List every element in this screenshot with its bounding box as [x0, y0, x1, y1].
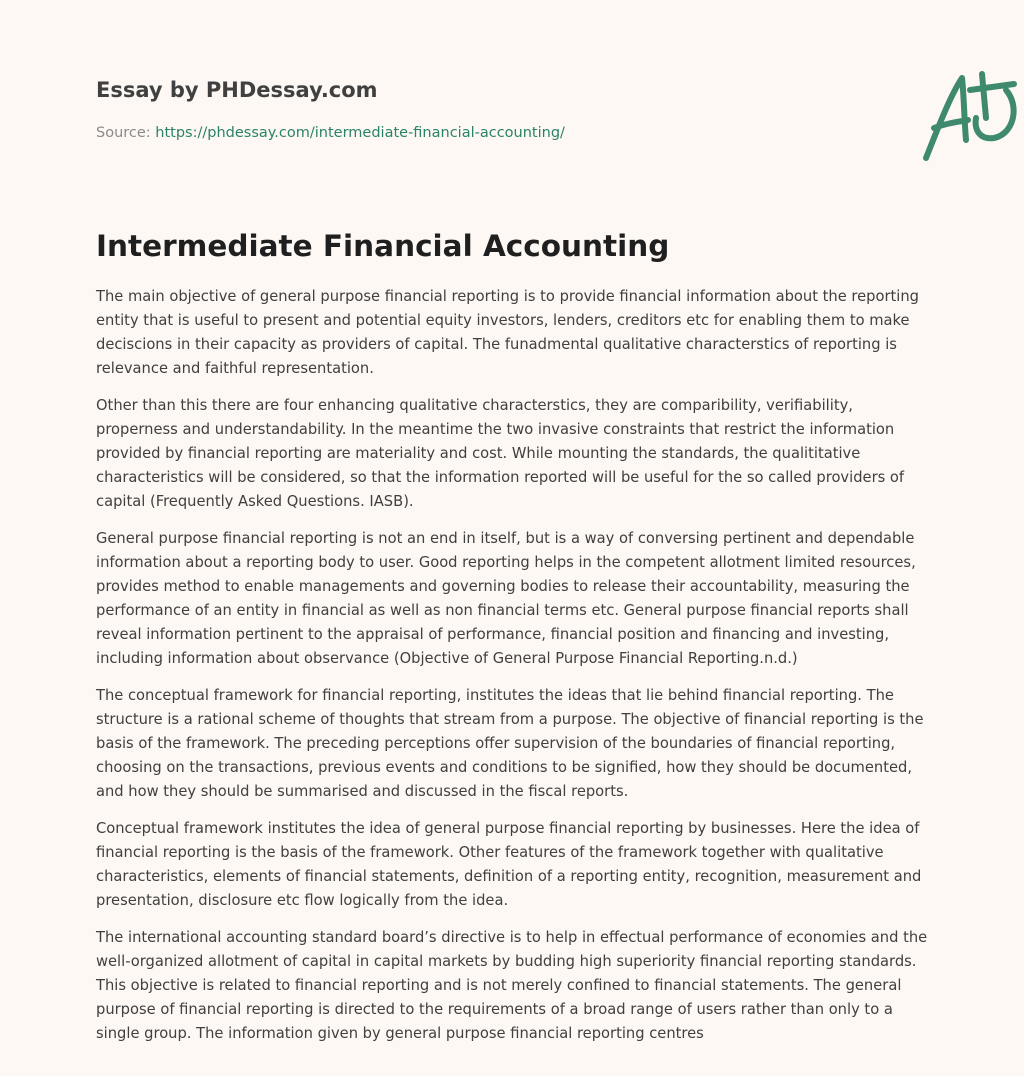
source-line: [96, 123, 565, 143]
source-link[interactable]: https://phdessay.com/intermediate-financial-accounting/: [155, 125, 565, 141]
paragraph: The international accounting standard board’s directive is to help in effectual performance of economies and the well-organized allotment of capital in capital markets by budding high superiority financial reporting standards. This objective is related to financial reporting and is not merely confined to financial statements. The general purpose of financial reporting is directed to the requirements of a broad range of users rather than only to a single group. The information given by general purpose financial reporting centres: [96, 929, 928, 1042]
essay-body: [96, 285, 932, 1059]
source-label: Source:: [96, 125, 151, 141]
essay-title: Intermediate Financial Accounting: [96, 229, 670, 263]
a-plus-logo-icon: [920, 66, 1024, 166]
brand-title: Essay by PHDessay.com: [96, 78, 378, 102]
paragraph: The main objective of general purpose financial reporting is to provide financial information about the reporting entity that is useful to present and potential equity investors, lenders, creditors etc for enabling them to make deciscions in their capacity as providers of capital. The funadmental qualitative characterstics of reporting is relevance and faithful representation.: [96, 288, 920, 377]
paragraph: General purpose financial reporting is not an end in itself, but is a way of conversing pertinent and dependable information about a reporting body to user. Good reporting helps in the competent allotment limited resources, provides method to enable managements and governing bodies to release their accountability, measuring the performance of an entity in financial as well as non financial terms etc. General purpose financial reports shall reveal information pertinent to the appraisal of performance, financial position and financing and investing, including information about observance (Objective of General Purpose Financial Reporting.n.d.): [96, 530, 916, 667]
paragraph: Conceptual framework institutes the idea of general purpose financial reporting by businesses. Here the idea of financial reporting is the basis of the framework. Other features of the framework together with qualitative characteristics, elements of financial statements, definition of a reporting entity, recognition, measurement and presentation, disclosure etc flow logically from the idea.: [96, 820, 922, 909]
paragraph: Other than this there are four enhancing qualitative characterstics, they are comparibility, verifiability, properness and understandability. In the meantime the two invasive constraints that restrict the information provided by financial reporting are materiality and cost. While mounting the standards, the qualititative characteristics will be considered, so that the information reported will be useful for the so called providers of capital (Frequently Asked Questions. IASB).: [96, 397, 905, 510]
paragraph: The conceptual framework for financial reporting, institutes the ideas that lie behind financial reporting. The structure is a rational scheme of thoughts that stream from a purpose. The objective of financial reporting is the basis of the framework. The preceding perceptions offer supervision of the boundaries of financial reporting, choosing on the transactions, previous events and conditions to be signified, how they should be documented, and how they should be summarised and discussed in the fiscal reports.: [96, 687, 924, 800]
